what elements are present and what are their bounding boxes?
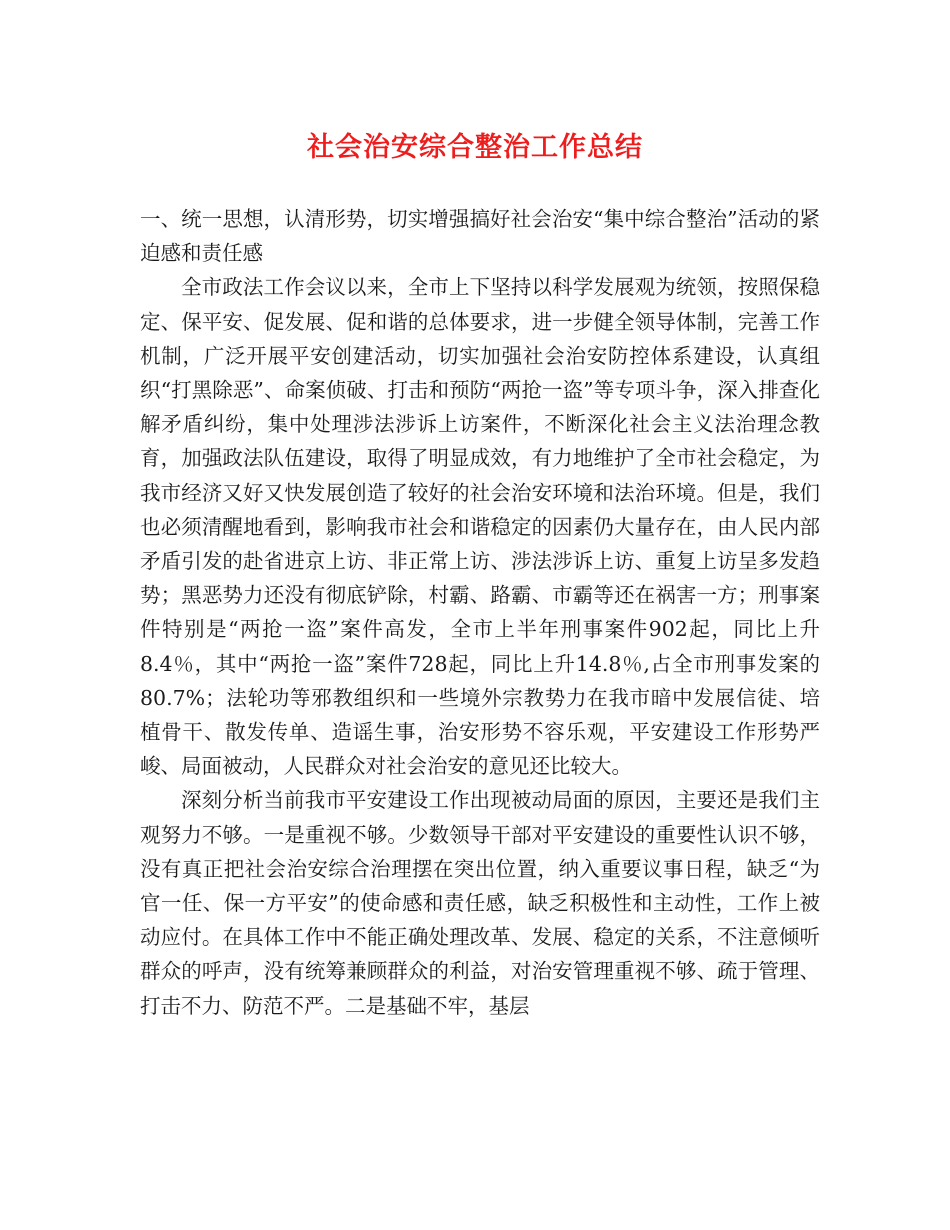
section-heading: 一、统一思想，认清形势，切实增强搞好社会治安“集中综合整治”活动的紧迫感和责任感	[140, 207, 820, 266]
body-paragraph-1: 全市政法工作会议以来，全市上下坚持以科学发展观为统领，按照保稳定、保平安、促发展、促和谐的总体要求，进一步健全领导体制，完善工作机制，广泛开展平安创建活动，切实加强社会治安防控体系建设，认真组织“打黑除恶”、命案侦破、打击和预防“两抢一盗”等专项斗争，深入排查化解矛盾纠纷，集中处理涉法涉诉上访案件，不断深化社会主义法治理念教育，加强政法队伍建设，取得了明显成效，有力地维护了全市社会稳定，为我市经济又好又快发展创造了较好的社会治安环境和法治环境。但是，我们也必须清醒地看到，影响我市社会和谐稳定的因素仍大量存在，由人民内部矛盾引发的赴省进京上访、非正常上访、涉法涉诉上访、重复上访呈多发趋势；黑恶势力还没有彻底铲除，村霸、路霸、市霸等还在祸害一方；刑事案件特别是“两抢一盗”案件高发，全市上半年刑事案件902起，同比上升8.4％，其中“两抢一盗”案件728起，同比上升14.8％,占全市刑事发案的80.7%；法轮功等邪教组织和一些境外宗教势力在我市暗中发展信徒、培植骨干、散发传单、造谣生事，治安形势不容乐观，平安建设工作形势严峻、局面被动，人民群众对社会治安的意见还比较大。	[140, 275, 820, 779]
document-body	[140, 202, 820, 1023]
body-paragraph-2: 深刻分析当前我市平安建设工作出现被动局面的原因，主要还是我们主观努力不够。一是重视不够。少数领导干部对平安建设的重要性认识不够，没有真正把社会治安综合治理摆在突出位置，纳入重要议事日程，缺乏“为官一任、保一方平安”的使命感和责任感，缺乏积极性和主动性，工作上被动应付。在具体工作中不能正确处理改革、发展、稳定的关系，不注意倾听群众的呼声，没有统筹兼顾群众的利益，对治安管理重视不够、疏于管理、打击不力、防范不严。二是基础不牢，基层	[140, 788, 820, 1018]
document-title: 社会治安综合整治工作总结	[307, 132, 643, 163]
